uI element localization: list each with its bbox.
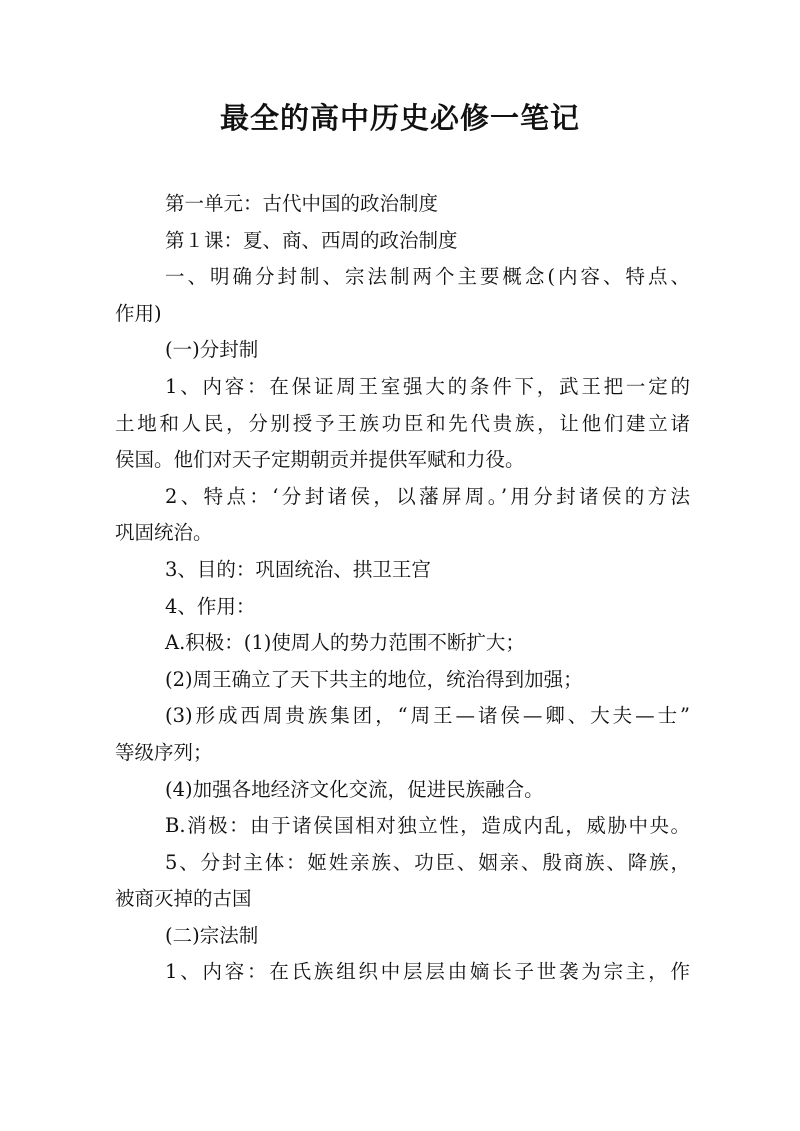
paragraph-line: 侯国。他们对天子定期朝贡并提供军赋和力役。 — [115, 448, 525, 472]
subsection-heading: (一)分封制 — [165, 338, 259, 362]
section-heading: 一、明确分封制、宗法制两个主要概念(内容、特点、 — [165, 265, 690, 289]
paragraph-line: A.积极：(1)使周人的势力范围不断扩大； — [165, 631, 525, 655]
paragraph-line: 等级序列； — [115, 740, 213, 764]
paragraph-line: (3)形成西周贵族集团，“周王—诸侯—卿、大夫—士” — [165, 704, 690, 728]
paragraph-line: 巩固统治。 — [115, 521, 213, 545]
paragraph-line: (4)加强各地经济文化交流，促进民族融合。 — [165, 777, 544, 801]
paragraph-line: 1、内容：在氏族组织中层层由嫡长子世袭为宗主，作 — [165, 960, 690, 984]
paragraph-line: 4、作用： — [165, 594, 256, 618]
unit-heading: 第一单元：古代中国的政治制度 — [165, 192, 439, 215]
paragraph-line: (2)周王确立了天下共主的地位，统治得到加强； — [165, 667, 583, 691]
paragraph-line: 被商灭掉的古国 — [115, 887, 252, 911]
document-body — [115, 186, 690, 991]
paragraph-line: 1、内容：在保证周王室强大的条件下，武王把一定的 — [165, 374, 690, 398]
paragraph-line: 2、特点：‘分封诸侯，以藩屏周。’用分封诸侯的方法 — [165, 484, 690, 508]
paragraph-line: 3、目的：巩固统治、拱卫王宫 — [165, 557, 431, 581]
paragraph-line: B.消极：由于诸侯国相对独立性，造成内乱，威胁中央。 — [165, 814, 690, 838]
subsection-heading: (二)宗法制 — [165, 923, 259, 947]
paragraph-line: 土地和人民，分别授予王族功臣和先代贵族，让他们建立诸 — [115, 411, 690, 435]
paragraph-line: 5、分封主体：姬姓亲族、功臣、姻亲、殷商族、降族， — [165, 850, 690, 874]
section-heading-continued: 作用) — [115, 301, 162, 325]
lesson-heading: 第１课：夏、商、西周的政治制度 — [165, 228, 458, 252]
document-title: 最全的高中历史必修一笔记 — [219, 101, 580, 135]
